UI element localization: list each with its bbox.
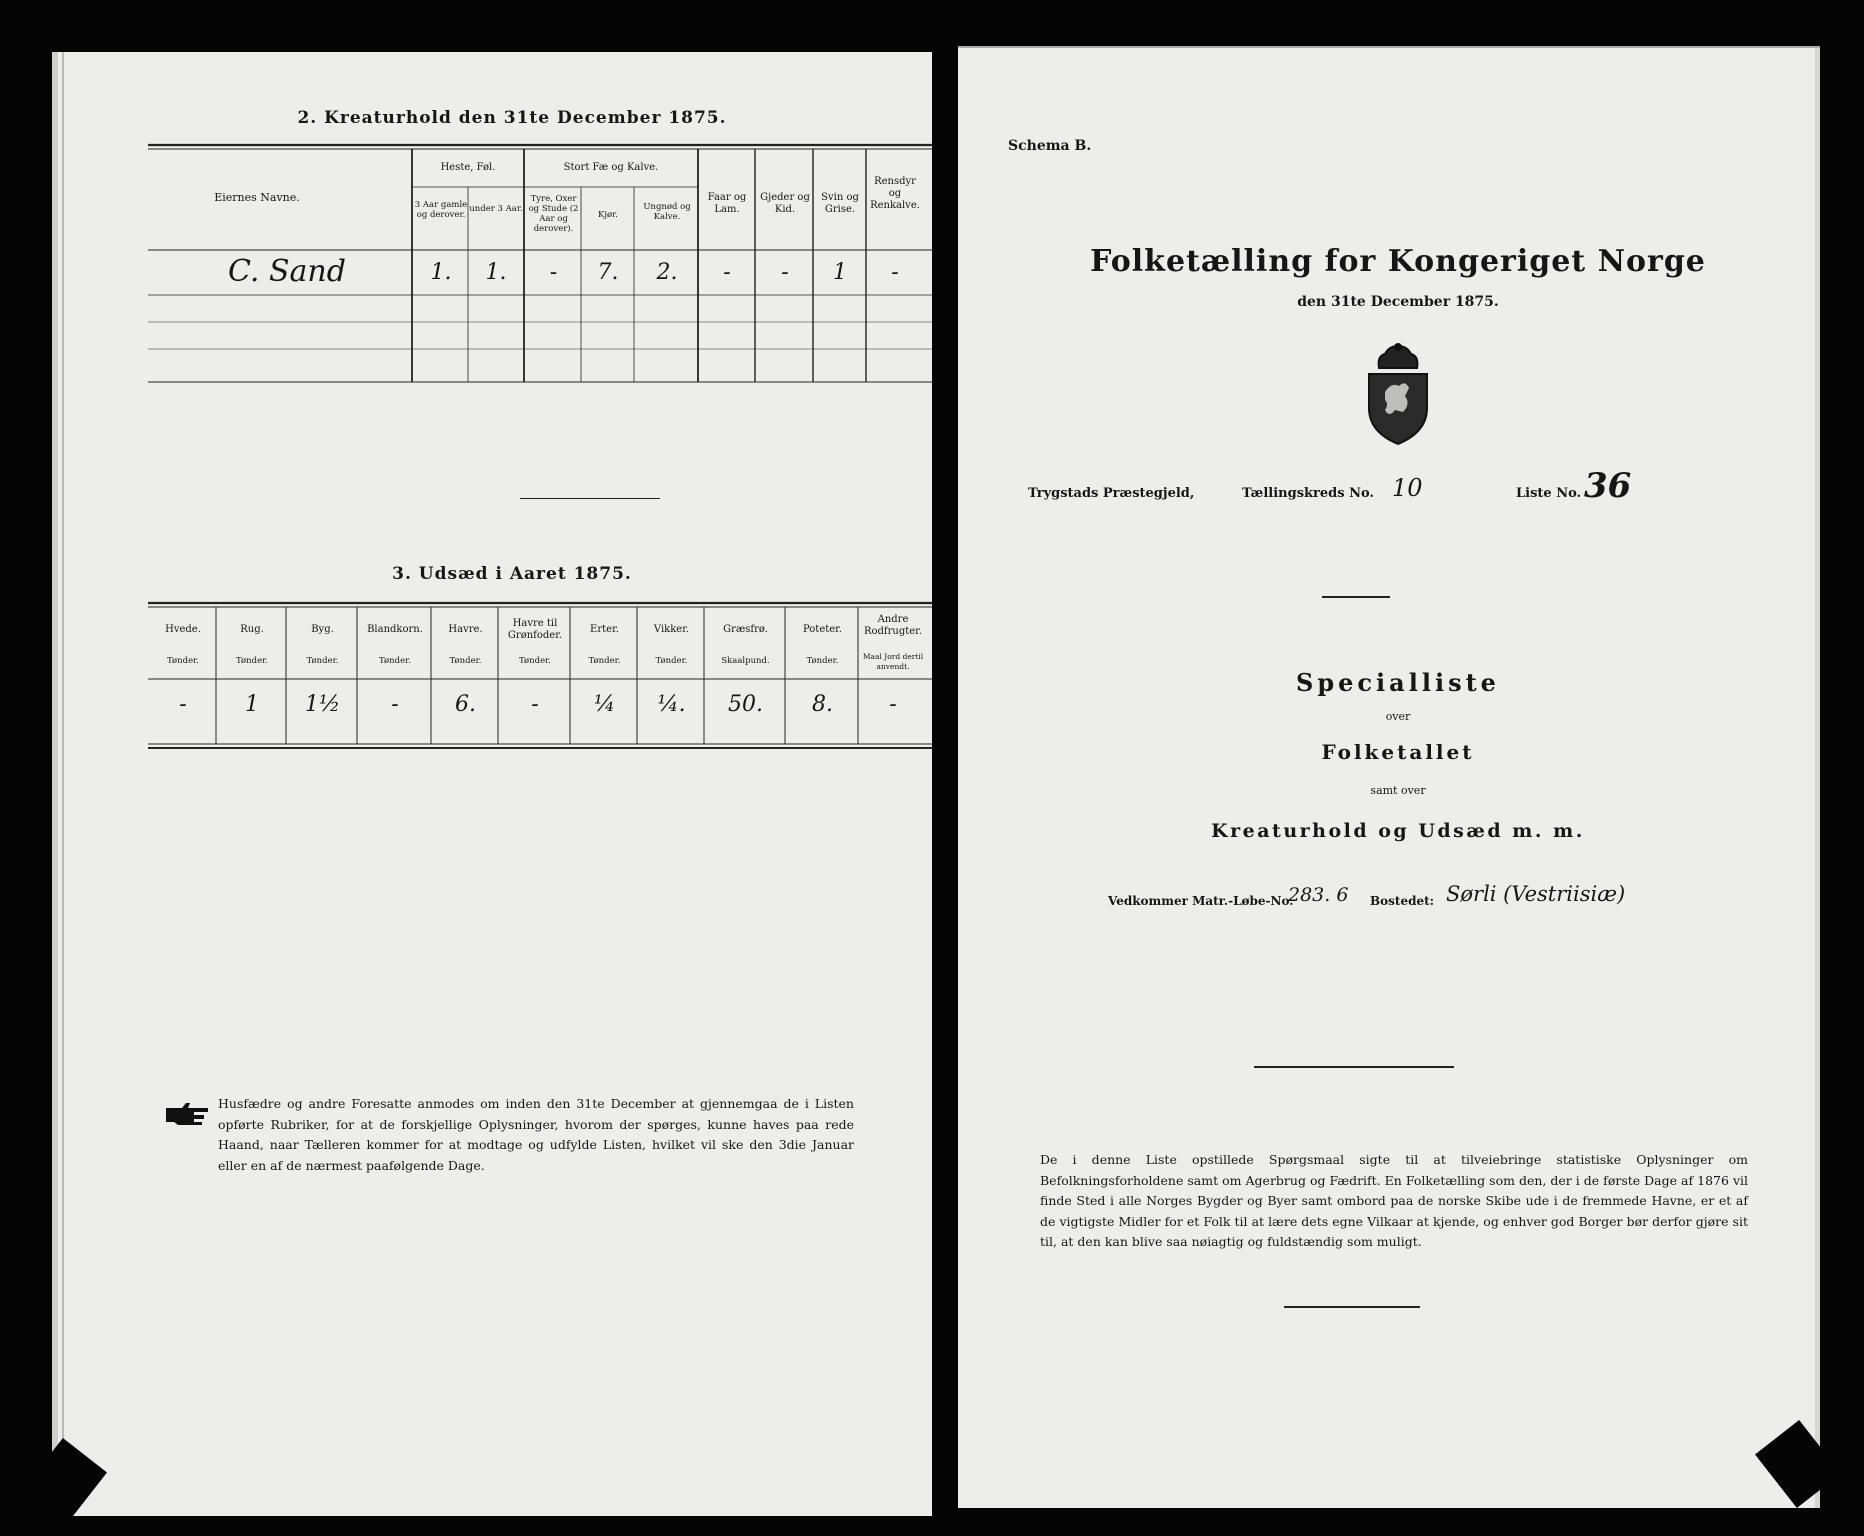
- udsaed-col-unit: Maal Jord dertil anvendt.: [862, 652, 924, 671]
- matr-label: Vedkommer Matr.-Løbe-No.: [1108, 894, 1294, 908]
- matr-number: 283. 6: [1288, 884, 1349, 906]
- udsaed-col-label: Erter.: [590, 624, 619, 635]
- udsaed-value: 50.: [728, 692, 763, 717]
- prestegjeld-label: Trygstads Præstegjeld,: [1028, 486, 1195, 501]
- gjeder-header: Gjeder og Kid.: [760, 192, 810, 215]
- right-page: [958, 46, 1820, 1508]
- tyre-header: Tyre, Oxer og Stude (2 Aar og derover).: [528, 194, 579, 234]
- svin-header: Svin og Grise.: [821, 192, 859, 215]
- tellingskreds-number: 10: [1392, 474, 1423, 502]
- pointing-hand-icon: [164, 1100, 210, 1128]
- instruction-notice: Husfædre og andre Foresatte anmodes om inden den 31te December at gjennemgaa de i Listen opførte Rubriker, for at de forskjellige Oplysninger, hvorom der spørges, kunne haves paa rede Haand, naar Tælleren kommer for at modtage og udfylde Listen, hvilket vil ske den 3die Januar eller en af de nærmest paafølgende Dage.: [218, 1096, 854, 1173]
- udsaed-value: 6.: [455, 692, 476, 717]
- heste-3aar-header: 3 Aar gamle og derover.: [414, 200, 468, 220]
- gjeder-value: -: [781, 260, 789, 285]
- udsaed-value: -: [391, 692, 399, 717]
- udsaed-value: 8.: [812, 692, 833, 717]
- stort-fae-group-header: Stort Fæ og Kalve.: [563, 162, 659, 173]
- ungnod-value: 2.: [656, 260, 678, 285]
- udsaed-col-unit: Tønder.: [379, 656, 411, 666]
- kreaturhold-udsaed-title: Kreaturhold og Udsæd m. m.: [1211, 820, 1585, 842]
- kreaturhold-title: 2. Kreaturhold den 31te December 1875.: [297, 108, 727, 128]
- page-edge: [1815, 46, 1820, 1508]
- udsaed-col-label: Andre Rodfrugter.: [863, 614, 923, 637]
- udsaed-col-unit: Tønder.: [519, 656, 551, 666]
- samt-over-text: samt over: [1370, 784, 1426, 797]
- udsaed-col-unit: Tønder.: [167, 656, 199, 666]
- liste-label: Liste No.: [1516, 486, 1582, 501]
- left-page: [52, 52, 932, 1516]
- tyre-value: -: [549, 260, 558, 285]
- rensdyr-header: Rensdyr og Renkalve.: [870, 176, 920, 211]
- tellingskreds-label: Tællingskreds No.: [1242, 486, 1374, 501]
- udsaed-col-unit: Tønder.: [655, 656, 688, 666]
- udsaed-title: 3. Udsæd i Aaret 1875.: [392, 564, 632, 584]
- svin-value: 1: [833, 260, 847, 285]
- faar-value: -: [723, 260, 731, 285]
- udsaed-value: 1½: [304, 692, 341, 717]
- heste-under3-header: under 3 Aar.: [469, 204, 523, 214]
- coat-of-arms-icon: [1361, 342, 1435, 446]
- udsaed-col-unit: Tønder.: [236, 656, 268, 666]
- liste-number: 36: [1584, 466, 1632, 506]
- owner-name: C. Sand: [228, 254, 346, 289]
- heste-3aar-value: 1.: [430, 260, 452, 285]
- udsaed-col-label: Hvede.: [165, 624, 201, 635]
- page-top-edge: [958, 46, 1820, 48]
- rensdyr-value: -: [891, 260, 899, 285]
- separator-line: [1254, 1066, 1454, 1068]
- kjor-value: 7.: [597, 260, 619, 285]
- separator-line: [1322, 596, 1390, 598]
- udsaed-col-label: Blandkorn.: [367, 624, 423, 635]
- heste-under3-value: 1.: [485, 260, 507, 285]
- udsaed-value: ¼: [593, 692, 616, 717]
- folketallet-title: Folketallet: [1321, 740, 1475, 764]
- information-paragraph: De i denne Liste opstillede Spørgsmaal sigte til at tilveiebringe statistiske Oplysninger om Befolkningsforholdene samt om Agerbrug og Fædrift. En Folketælling som den, der i de første Dage af 1876 vil finde Sted i alle Norges Bygder og Byer samt ombord paa de norske Skibe ude i de fremmede Havne, er et af de vigtigste Midler for et Folk til at lære dets egne Vilkaar at kjende, og enhver god Borger bør derfor gjøre sit til, at den kan blive saa nøiagtig og fuldstændig som muligt.: [1040, 1152, 1748, 1249]
- udsaed-col-unit: Tønder.: [806, 656, 839, 666]
- bostedet-label: Bostedet:: [1370, 894, 1435, 908]
- udsaed-col-label: Poteter.: [802, 624, 843, 635]
- bostedet-value: Sørli (Vestriisiæ): [1446, 882, 1626, 906]
- udsaed-col-unit: Tønder.: [449, 656, 482, 666]
- udsaed-col-label: Havre.: [448, 624, 483, 635]
- specialliste-title: Specialliste: [1296, 668, 1500, 697]
- udsaed-col-label: Græsfrø.: [723, 624, 768, 635]
- udsaed-col-label: Havre til Grønfoder.: [507, 618, 563, 641]
- owner-column-header: Eiernes Navne.: [214, 191, 300, 204]
- kjor-header: Kjør.: [598, 210, 618, 220]
- udsaed-col-label: Byg.: [311, 624, 334, 635]
- udsaed-col-unit: Tønder.: [588, 656, 621, 666]
- udsaed-col-label: Vikker.: [653, 624, 690, 635]
- schema-label: Schema B.: [1008, 138, 1092, 154]
- ungnod-header: Ungnød og Kalve.: [643, 202, 691, 222]
- heste-group-header: Heste, Føl.: [440, 162, 496, 173]
- udsaed-col-unit: Skaalpund.: [721, 656, 770, 666]
- udsaed-value: 1: [245, 692, 259, 717]
- udsaed-value: -: [179, 692, 187, 717]
- over-text: over: [1385, 710, 1411, 723]
- udsaed-grid: [52, 52, 932, 1516]
- udsaed-col-unit: Tønder.: [306, 656, 339, 666]
- udsaed-value: ¼.: [657, 692, 686, 717]
- date-line: den 31te December 1875.: [1297, 294, 1499, 310]
- main-title: Folketælling for Kongeriget Norge: [1090, 244, 1706, 279]
- faar-header: Faar og Lam.: [707, 192, 747, 215]
- udsaed-value: -: [889, 692, 897, 717]
- separator-line: [1284, 1306, 1420, 1308]
- udsaed-col-label: Rug.: [240, 624, 264, 635]
- udsaed-value: -: [531, 692, 539, 717]
